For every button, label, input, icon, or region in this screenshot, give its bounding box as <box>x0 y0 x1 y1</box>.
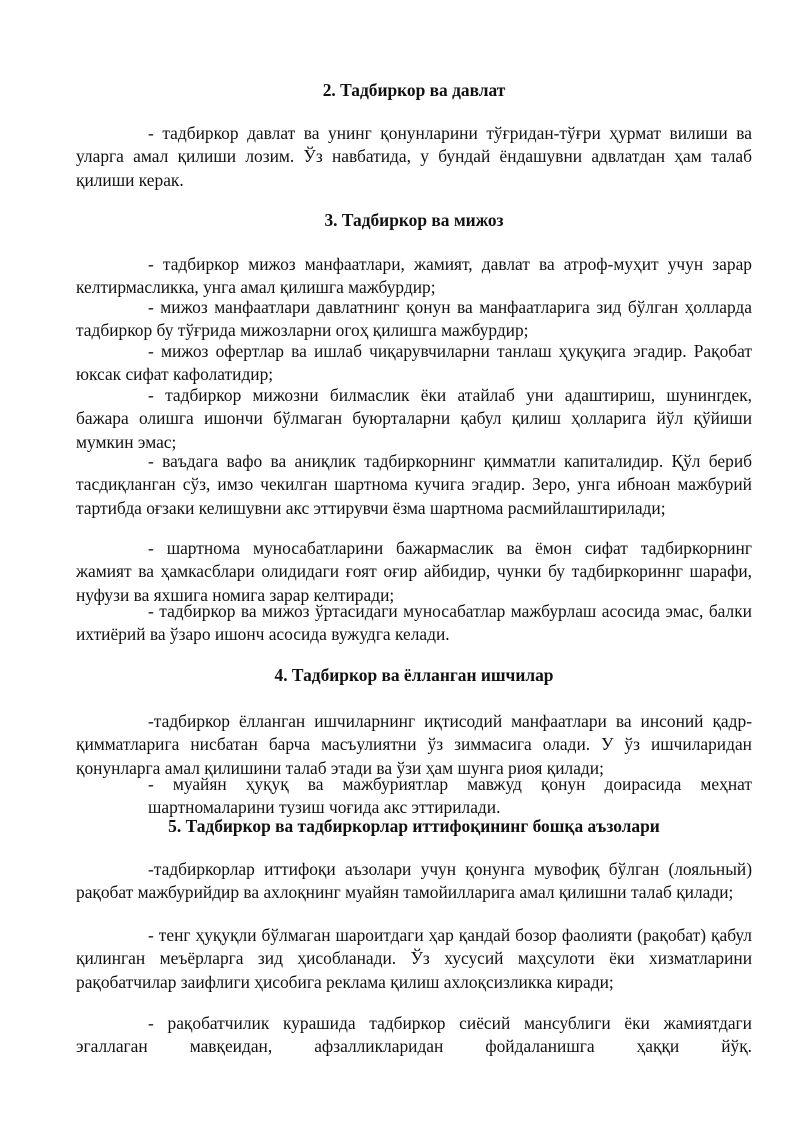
paragraph: - ваъдага вафо ва аниқлик тадбиркорнинг қимматли капиталидир. Қўл бериб тасдиқланган сўз, имзо чекилган шартнома кучига эгадир. Зеро, унга ибноан мажбурий тартибда оғзаки келишувни акс эттирувчи ёзма шартнома расмийлаштирилади; <box>76 451 752 518</box>
paragraph: - тадбиркор мижозни билмаслик ёки атайлаб уни адаштириш, шунингдек, бажара олишга ишончи бўлмаган буюрталарни қабул қилиш ҳолларига йўл қўйиши мумкин эмас; <box>76 385 752 452</box>
section-heading-3: 3. Тадбиркор ва мижоз <box>324 210 504 230</box>
section-heading-2: 2. Тадбиркор ва давлат <box>322 80 506 100</box>
paragraph: - рақобатчилик курашида тадбиркор сиёсий мансублиги ёки жамиятдаги эгаллаган мавқеидан, афзалликларидан фойдаланишга ҳаққи йўқ. <box>76 1013 752 1057</box>
paragraph: - муайян ҳуқуқ ва мажбуриятлар мавжуд қонун доирасида меҳнат шартномаларини тузиш чоғида акс эттирилади. <box>148 774 752 818</box>
paragraph: - тадбиркор ва мижоз ўртасидаги муносабатлар мажбурлаш асосида эмас, балки ихтиёрий ва ўзаро ишонч асосида вужудга келади. <box>76 601 752 645</box>
paragraph: - тадбиркор мижоз манфаатлари, жамият, давлат ва атроф-муҳит учун зарар келтирмасликка, унга амал қилишга мажбурдир; <box>76 254 752 298</box>
paragraph: - тадбиркор давлат ва унинг қонунларини тўғридан-тўғри ҳурмат вилиши ва уларга амал қилиши лозим. Ўз навбатида, у бундай ёндашувни адвлатдан ҳам талаб қилиши керак. <box>76 123 752 190</box>
paragraph: - шартнома муносабатларини бажармаслик ва ёмон сифат тадбиркорнинг жамият ва ҳамкасблари олидидаги ғоят оғир айбидир, чунки бу тадбиркориннг шарафи, нуфузи ва яхшига номига зарар келтиради; <box>76 538 752 605</box>
paragraph: -тадбиркорлар иттифоқи аъзолари учун қонунга мувофиқ бўлган (лояльный) рақобат мажбурийдир ва ахлоқнинг муайян тамойилларига амал қилишни талаб қилади; <box>76 859 752 903</box>
paragraph: -тадбиркор ёлланган ишчиларнинг иқтисодий манфаатлари ва инсоний қадр-қимматларига нисбатан барча масъулиятни ўз зиммасига олади. У ўз ишчиларидан қонунларга амал қилишини талаб этади ва ўзи ҳам шунга риоя қилади; <box>76 711 752 778</box>
section-heading-4: 4. Тадбиркор ва ёлланган ишчилар <box>274 665 554 685</box>
paragraph: - мижоз манфаатлари давлатнинг қонун ва манфаатларига зид бўлган ҳолларда тадбиркор бу тўғрида мижозларни огоҳ қилишга мажбурдир; <box>76 297 752 341</box>
paragraph: - мижоз офертлар ва ишлаб чиқарувчиларни танлаш ҳуқуқига эгадир. Рақобат юксак сифат кафолатидир; <box>76 341 752 385</box>
section-heading-5: 5. Тадбиркор ва тадбиркорлар иттифоқининг бошқа аъзолари <box>168 816 660 836</box>
paragraph: - тенг ҳуқуқли бўлмаган шароитдаги ҳар қандай бозор фаолияти (рақобат) қабул қилинган меъёрларга зид ҳисобланади. Ўз хусусий маҳсулоти ёки хизматларини рақобатчилар заифлиги ҳисобига реклама қилиш ахлоқсизликка киради; <box>76 925 752 992</box>
